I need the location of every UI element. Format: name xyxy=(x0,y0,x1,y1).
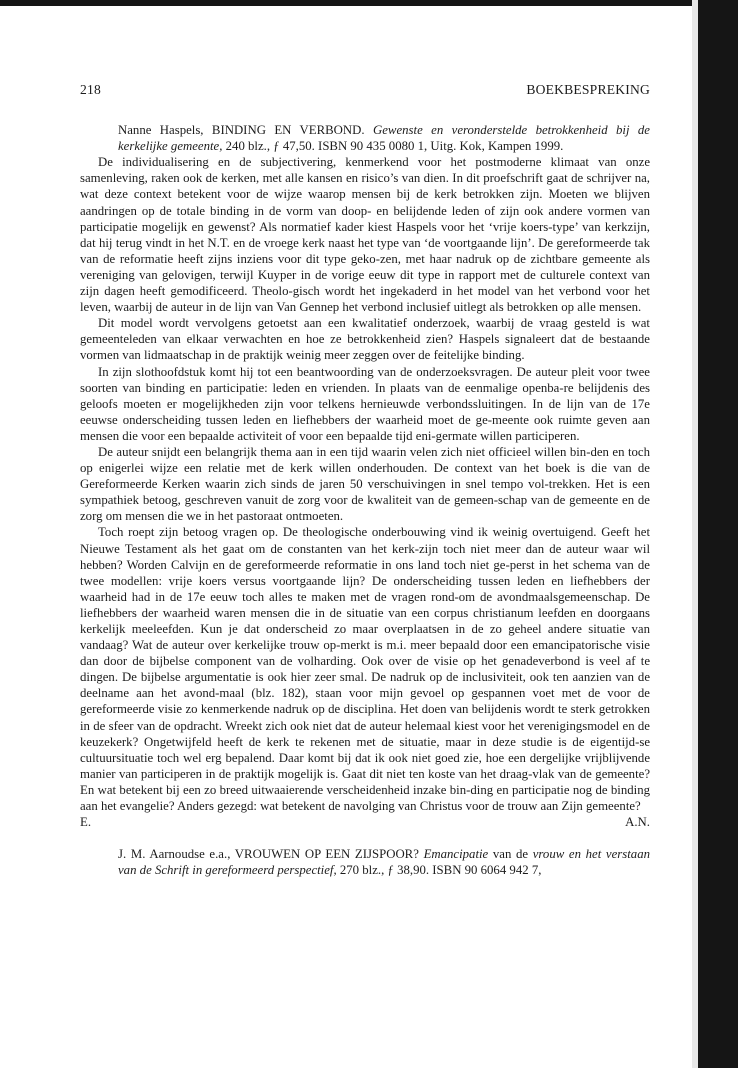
review-haspels xyxy=(80,122,650,830)
scan-border-top xyxy=(0,0,738,6)
scan-border-right xyxy=(698,0,738,1068)
citation-italic-emancipatie: Emancipatie xyxy=(423,847,489,862)
citation-plain: van de xyxy=(488,847,533,862)
review-paragraph: Toch roept zijn betoog vragen op. De theologische onderbouwing vind ik weinig overtuigend. Geeft het Nieuwe Testament als het gaat om de constanten van het kerk-zijn toch niet meer dan de auteur waar wil hebben? Worden Calvijn en de gereformeerde reformatie in ons land toch niet ge-perst in het schema van de twee modellen: vrije koers versus voortgaande lijn? De onderscheiding tussen leden en liefhebbers der waarheid had in de 17e eeuw toch alles te maken met de vragen rond-om de avondmaalsgemeenschap. De liefhebbers der waarheid waren mensen die in de situatie van een corpus christianum leefden en doorgaans kerkelijk meeleefden. Kun je dat onderscheid zo maar overplaatsen in de zo geheel andere situatie van vandaag? Wat de auteur over kerkelijke trouw op-merkt is m.i. meer bepaald door een emancipatorische visie dan door de bijbelse component van de volharding. Ook over de visie op het genadeverbond is veel af te dingen. De bijbelse argumentatie is ook hier zeer smal. De nadruk op de inclusiviteit, ook ten aanzien van de deelname aan het avond-maal (blz. 182), staan voor mijn gevoel op gespannen voet met de voor de gereformeerde visie zo kenmerkende nadruk op de disciplina. Het doen van belijdenis wordt te sterk getrokken in de sfeer van de opdracht. Wreekt zich ook niet dat de auteur helemaal kiest voor het verenigingsmodel en de keuzekerk? Ongetwijfeld heeft de kerk te rekenen met de situatie, maar in deze studie is de eigentijd-se cultuursituatie toch wel erg bepalend. Daar komt bij dat ik ook niet goed zie, hoe een dergelijke vrijblijvende manier van participeren in de praktijk mogelijk is. Gaat dit niet ten koste van het draag-vlak van de gemeente? En wat betekent bij een zo breed uitwaaierende verscheidenheid inzake bin-ding en participatie nog de binding aan het evangelie? Anders gezegd: wat betekent de navolging van Christus voor de trouw aan Zijn gemeente? xyxy=(80,525,650,814)
page-number: 218 xyxy=(80,82,101,97)
citation-details: 240 blz., ƒ 47,50. ISBN 90 435 0080 1, Uitg. Kok, Kampen 1999. xyxy=(225,139,564,154)
citation-details: 270 blz., ƒ 38,90. ISBN 90 6064 942 7, xyxy=(336,863,542,878)
review-signature-row xyxy=(80,814,650,830)
review-aarnoudse xyxy=(80,846,650,878)
section-title: BOEKBESPREKING xyxy=(526,82,650,97)
review-paragraph: De individualisering en de subjectivering, kenmerkend voor het postmoderne klimaat van onze samenleving, raken ook de kerken, met alle kansen en risico’s van dien. In dit proefschrift gaat de schrijver na, wat deze context betekent voor de wijze waarop mensen bij de kerk betrokken zijn. Moeten we blijven aandringen op de totale binding in de vorm van doop- en belijdende leden of zijn ook andere vormen van participatie mogelijk en gewenst? Als normatief kader kiest Haspels voor het ‘vrije koers-type’ van kerkzijn, dat hij terug vindt in het N.T. en de vroege kerk naast het type van ‘de voortgaande lijn’. De gereformeerde tak van de reformatie heeft zijns inziens voor dit type geko-zen, met haar nadruk op de zichtbare gemeente als vereniging van gelovigen, terwijl Kuyper in de vorige eeuw dit type in rapport met de culturele context van zijn dagen heeft gemodificeerd. Theolo-gisch wordt het ingekaderd in het model van het verbond voor het leven, waarbij de auteur in de lijn van Van Gennep het verbond inclusief uitlegt als betrokken op alle mensen. xyxy=(80,155,650,315)
signature-right: A.N. xyxy=(625,815,650,830)
review-citation xyxy=(80,846,650,878)
review-paragraph: De auteur snijdt een belangrijk thema aan in een tijd waarin velen zich niet officieel willen bin-den en toch op enigerlei wijze een relatie met de kerk willen onderhouden. De context van het boek is die van de Gereformeerde Kerken waarin zich sinds de jaren 50 verschuivingen in snel tempo vol-trekken. Het is een sympathiek betoog, geschreven vanuit de zorg voor de kwaliteit van de gemeen-schap van de gemeente en de zorg om mensen die we in het pastoraat ontmoeten. xyxy=(80,444,650,524)
review-paragraph: Dit model wordt vervolgens getoetst aan een kwalitatief onderzoek, waarbij de vraag gesteld is wat gemeenteleden van elkaar verwachten en hoe ze betrokkenheid zien? Haspels signaleert dat de bestaande vormen van lidmaatschap in de praktijk weinig meer zeggen over de feitelijke binding. xyxy=(80,316,650,363)
citation-author-title: Nanne Haspels, BINDING EN VERBOND. xyxy=(118,123,365,138)
review-paragraph: In zijn slothoofdstuk komt hij tot een beantwoording van de onderzoeksvragen. De auteur pleit voor twee soorten van binding en participatie: leden en vrienden. In plaats van de eenmalige openba-re belijdenis des geloofs moeten er mogelijkheden zijn voor telkens hernieuwde verbondssluitingen. In de lijn van de 17e eeuwse onderscheiding tussen leden en liefhebbers der waarheid moet de ge-meente ook ruimte geven aan mensen die voor een bepaalde activiteit of voor een bepaalde tijd eni-germate willen participeren. xyxy=(80,364,650,443)
running-header xyxy=(80,82,650,98)
book-page xyxy=(80,82,650,878)
review-citation xyxy=(80,122,650,154)
citation-subtitle: vrouw en het verstaan van de Schrift in gereformeerd perspectief, xyxy=(118,847,650,878)
signature-left: E. xyxy=(80,815,92,830)
citation-author-title: J. M. Aarnoudse e.a., VROUWEN OP EEN ZIJSPOOR? xyxy=(118,847,419,862)
citation-subtitle: Gewenste en veronderstelde betrokkenheid bij de kerkelijke gemeente, xyxy=(118,123,650,154)
